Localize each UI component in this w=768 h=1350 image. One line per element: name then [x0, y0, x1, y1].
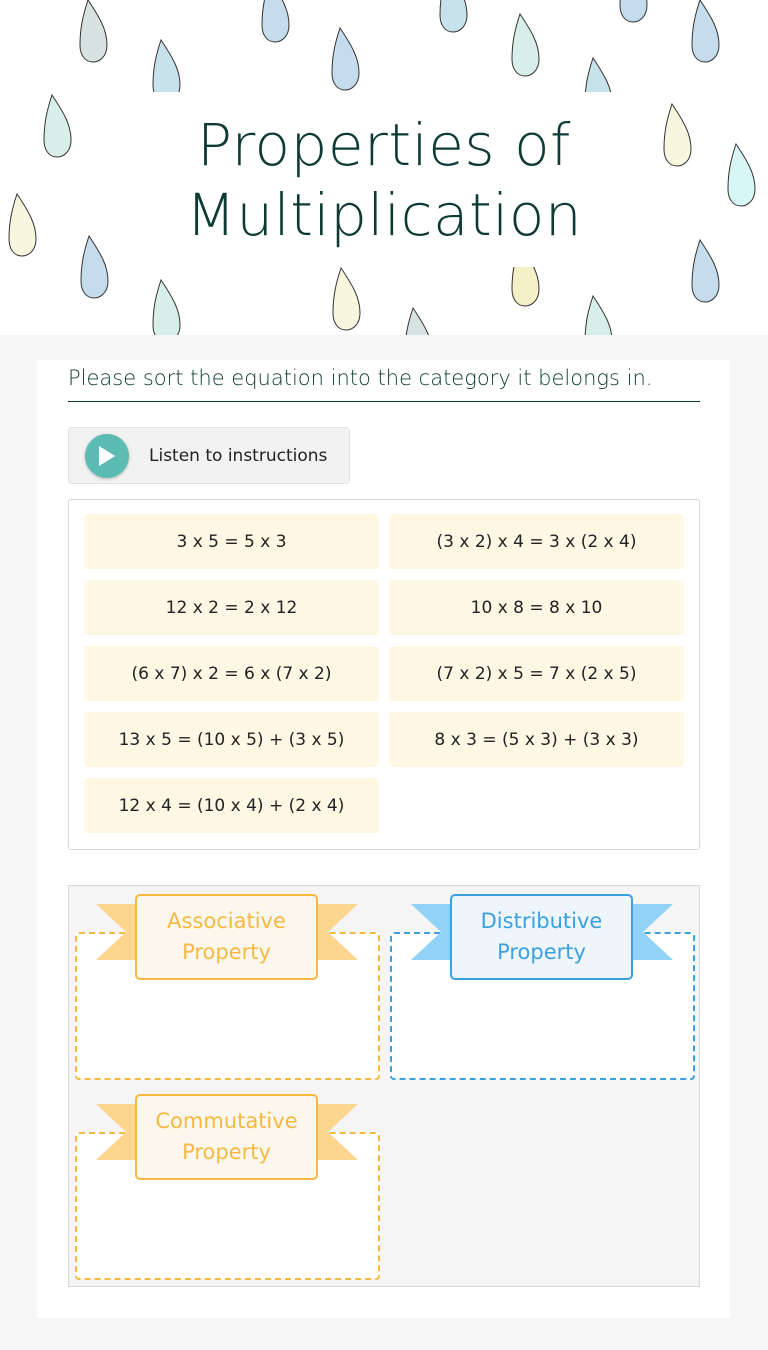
title-panel [150, 92, 618, 267]
draggable-equation[interactable]: 13 x 5 = (10 x 5) + (3 x 5) [84, 712, 379, 767]
category-label: Associative Property [135, 894, 318, 980]
draggable-equation[interactable]: 10 x 8 = 8 x 10 [389, 580, 684, 635]
category-associative [69, 894, 374, 1094]
header-banner [0, 0, 768, 335]
item-bank [68, 499, 700, 850]
draggable-equation[interactable]: (3 x 2) x 4 = 3 x (2 x 4) [389, 514, 684, 569]
instructions-text: Please sort the equation into the category it belongs in. [68, 366, 700, 402]
draggable-equation[interactable]: 8 x 3 = (5 x 3) + (3 x 3) [389, 712, 684, 767]
category-label: Commutative Property [135, 1094, 318, 1180]
draggable-equation[interactable]: 12 x 2 = 2 x 12 [84, 580, 379, 635]
category-commutative [69, 1094, 374, 1294]
worksheet-card [37, 360, 730, 1318]
play-icon [85, 434, 129, 478]
draggable-equation[interactable]: (7 x 2) x 5 = 7 x (2 x 5) [389, 646, 684, 701]
draggable-equation[interactable]: (6 x 7) x 2 = 6 x (7 x 2) [84, 646, 379, 701]
draggable-equation[interactable]: 12 x 4 = (10 x 4) + (2 x 4) [84, 778, 379, 833]
category-area [68, 885, 700, 1287]
page-title: Properties of Multiplication [185, 110, 583, 249]
listen-label: Listen to instructions [149, 445, 328, 466]
draggable-equation[interactable]: 3 x 5 = 5 x 3 [84, 514, 379, 569]
category-label: Distributive Property [450, 894, 633, 980]
listen-instructions-button[interactable] [68, 427, 350, 484]
category-distributive [384, 894, 689, 1094]
